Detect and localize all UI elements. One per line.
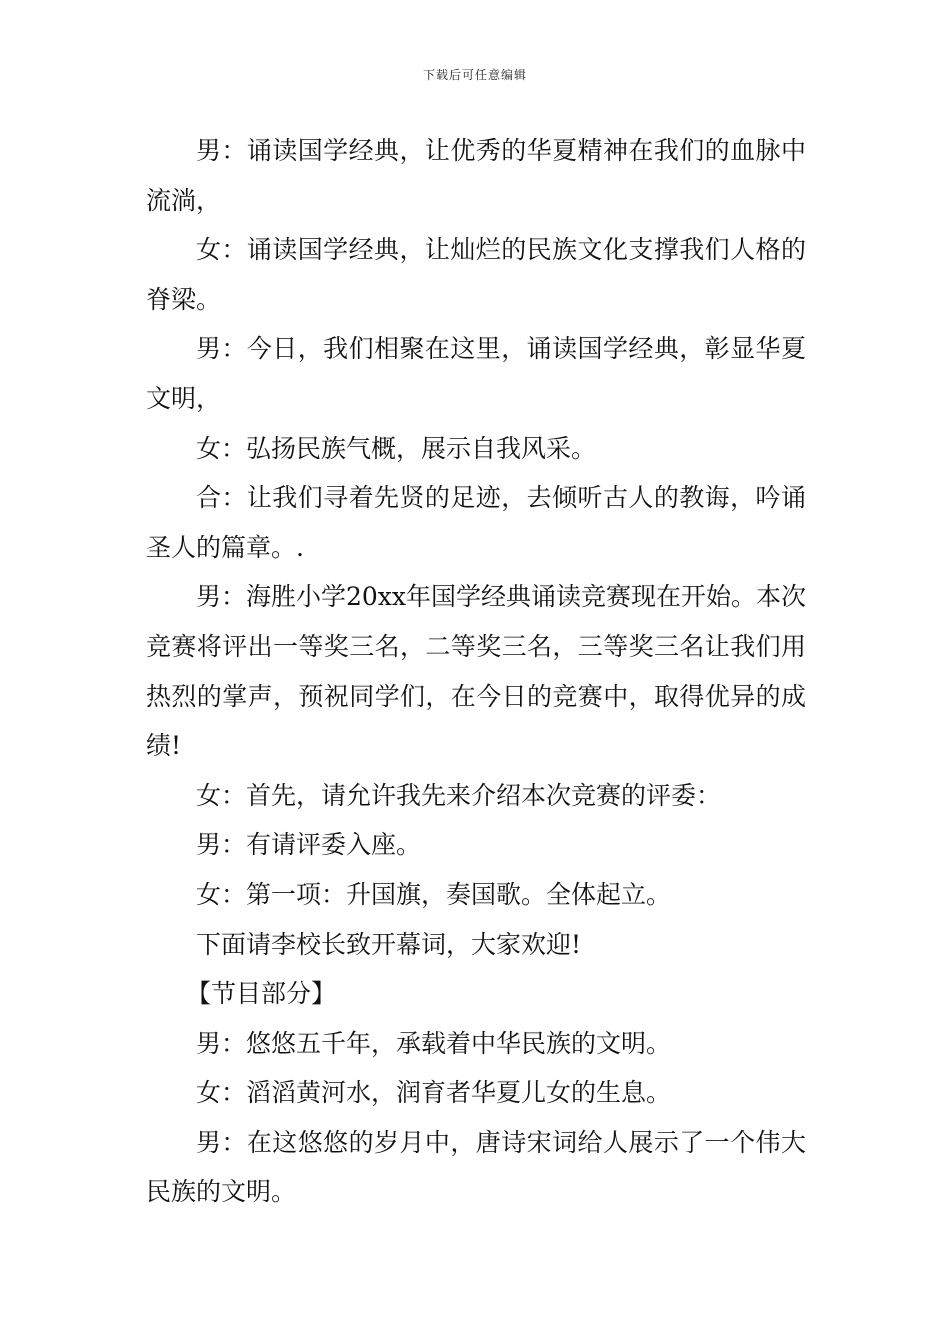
paragraph: 男：海胜小学20xx年国学经典诵读竞赛现在开始。本次竞赛将评出一等奖三名，二等奖三名，三等奖三名让我们用热烈的掌声，预祝同学们，在今日的竞赛中，取得优异的成绩! — [146, 582, 807, 761]
section-heading: 【节目部分】 — [186, 979, 337, 1009]
paragraph: 下面请李校长致开幕词，大家欢迎! — [196, 929, 582, 959]
paragraph: 女：滔滔黄河水，润育者华夏儿女的生息。 — [196, 1078, 672, 1108]
paragraph: 女：首先，请允许我先来介绍本次竞赛的评委： — [196, 780, 722, 810]
page-header: 下载后可任意编辑 — [422, 68, 527, 82]
paragraph: 男：有请评委入座。 — [196, 830, 422, 860]
paragraph: 男：在这悠悠的岁月中，唐诗宋词给人展示了一个伟大民族的文明。 — [146, 1127, 806, 1207]
document-body — [146, 126, 806, 1217]
paragraph: 合：让我们寻着先贤的足迹，去倾听古人的教诲，吟诵圣人的篇章。. — [146, 483, 806, 562]
paragraph: 男：悠悠五千年，承载着中华民族的文明。 — [196, 1028, 672, 1058]
paragraph: 女：第一项：升国旗，奏国歌。全体起立。 — [196, 879, 672, 909]
paragraph: 女：弘扬民族气概，展示自我风采。 — [196, 433, 597, 463]
paragraph: 男：诵读国学经典，让优秀的华夏精神在我们的血脉中流淌， — [146, 136, 806, 215]
paragraph: 男：今日，我们相聚在这里，诵读国学经典，彰显华夏文明， — [146, 334, 806, 413]
paragraph: 女：诵读国学经典，让灿烂的民族文化支撑我们人格的脊梁。 — [146, 235, 806, 314]
